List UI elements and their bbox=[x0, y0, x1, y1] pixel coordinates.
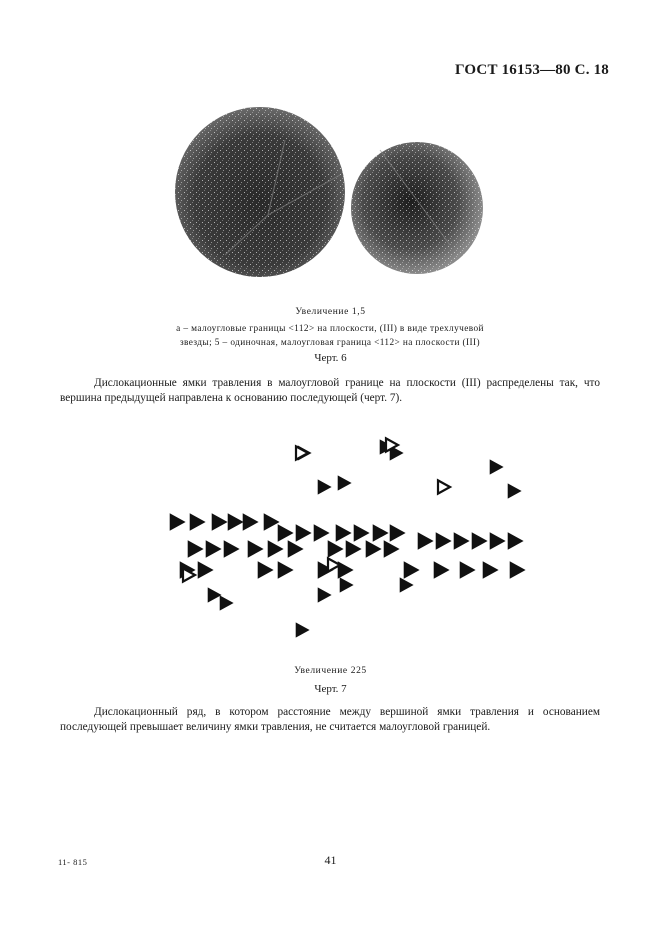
etch-pit bbox=[296, 623, 309, 637]
etch-pit bbox=[438, 480, 450, 493]
etch-pit bbox=[220, 596, 233, 610]
etch-pit bbox=[328, 541, 343, 558]
etch-pit bbox=[198, 562, 213, 579]
etch-pit bbox=[366, 541, 381, 558]
etch-pit bbox=[436, 533, 451, 550]
etch-pit bbox=[454, 533, 469, 550]
figure-7-magnification: Увеличение 225 bbox=[294, 666, 367, 676]
sample-a-disc bbox=[175, 107, 345, 277]
page-number: 41 bbox=[324, 853, 337, 867]
etch-pit bbox=[268, 541, 283, 558]
etch-pit bbox=[224, 541, 239, 558]
etch-pit bbox=[336, 525, 351, 542]
etch-pit bbox=[460, 562, 475, 579]
etch-pit bbox=[243, 514, 258, 531]
figure-6-caption bbox=[170, 322, 490, 350]
etch-pit bbox=[212, 514, 227, 531]
etch-pit bbox=[404, 562, 419, 579]
figure-6-label: Черт. 6 bbox=[314, 352, 347, 364]
etch-pit bbox=[264, 514, 279, 531]
etch-pit bbox=[208, 588, 221, 602]
etch-pit bbox=[314, 525, 329, 542]
etch-pit bbox=[354, 525, 369, 542]
footer-mark: 11- 815 bbox=[58, 857, 88, 867]
paragraph-2: Дислокационный ряд, в котором расстояние между вершиной ямки травления и основанием последующей превышает величину ямки травления, не считается малоугловой границей. bbox=[60, 706, 600, 733]
etch-pit bbox=[510, 562, 525, 579]
figure-6-caption-line2: звезды; 5 – одиночная, малоугловая граница <112> на плоскости (III) bbox=[179, 338, 481, 348]
etch-pit bbox=[318, 588, 331, 602]
etch-pit bbox=[288, 541, 303, 558]
etch-pit bbox=[390, 525, 405, 542]
etch-pit bbox=[248, 541, 263, 558]
etch-pit bbox=[258, 562, 273, 579]
etch-pit bbox=[472, 533, 487, 550]
etch-pit bbox=[400, 578, 413, 592]
etch-pits-group bbox=[170, 438, 525, 637]
paragraph-1: Дислокационные ямки травления в малоугловой границе на плоскости (III) распределены так, что вершина предыдущей направлена к основанию последующей (черт. 7). bbox=[60, 377, 600, 404]
etch-pit bbox=[483, 562, 498, 579]
etch-pit bbox=[278, 525, 293, 542]
etch-pit bbox=[296, 525, 311, 542]
etch-pit bbox=[346, 541, 361, 558]
etch-pit bbox=[318, 480, 331, 494]
sample-b-disc bbox=[351, 142, 483, 274]
etch-pit bbox=[508, 533, 523, 550]
document-header: ГОСТ 16153—80 С. 18 bbox=[455, 62, 609, 78]
figure-7-image bbox=[168, 425, 533, 650]
etch-pit bbox=[278, 562, 293, 579]
etch-pit bbox=[340, 578, 353, 592]
etch-pit bbox=[490, 533, 505, 550]
etch-pit bbox=[206, 541, 221, 558]
etch-pit bbox=[418, 533, 433, 550]
etch-pit bbox=[190, 514, 205, 531]
etch-pit bbox=[228, 514, 243, 531]
etch-pit bbox=[373, 525, 388, 542]
etch-pit bbox=[434, 562, 449, 579]
etch-pit bbox=[170, 514, 185, 531]
etch-pit bbox=[384, 541, 399, 558]
etch-pit bbox=[490, 460, 503, 474]
etch-pit bbox=[188, 541, 203, 558]
figure-7-label: Черт. 7 bbox=[314, 683, 347, 695]
figure-6-caption-line1: а – малоугловые границы <112> на плоскости, (III) в виде трехлучевой bbox=[176, 324, 484, 334]
etch-pit bbox=[338, 476, 351, 490]
figure-6-magnification: Увеличение 1,5 bbox=[295, 307, 366, 317]
etch-pit bbox=[508, 484, 521, 498]
figure-6-image bbox=[165, 100, 495, 290]
